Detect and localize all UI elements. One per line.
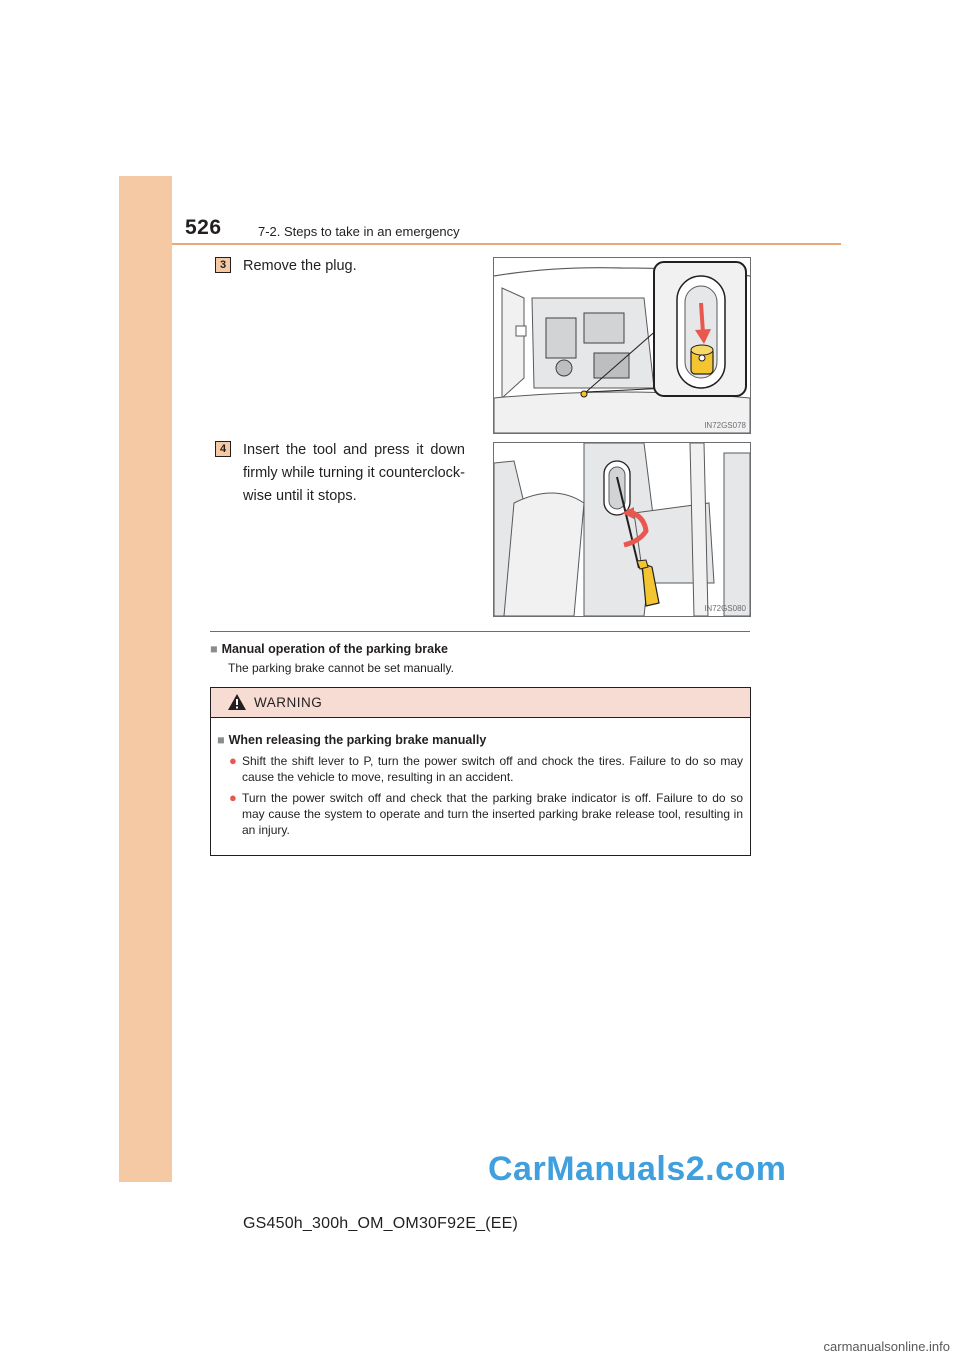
warning-subheading	[217, 733, 486, 747]
tool-illustration	[494, 443, 750, 616]
figure-remove-plug	[493, 257, 751, 434]
warning-bullet-text: Shift the shift lever to P, turn the power switch off and chock the tires. Failure to do so may cause the vehicle to move, resulting in an accident.	[242, 754, 743, 784]
trunk-illustration	[494, 258, 750, 433]
warning-bullet	[229, 753, 743, 785]
figure-code: IN72GS078	[704, 421, 746, 430]
step-number-3: 3	[215, 257, 231, 273]
figure-insert-tool	[493, 442, 751, 617]
footer-code: GS450h_300h_OM_OM30F92E_(EE)	[243, 1215, 519, 1232]
circle-bullet-icon: ●	[229, 790, 237, 805]
square-bullet-icon: ■	[217, 733, 225, 747]
warning-bullet	[229, 790, 743, 838]
warning-box	[210, 687, 751, 856]
note-divider	[210, 631, 750, 632]
step-number-4: 4	[215, 441, 231, 457]
side-band	[119, 176, 172, 1182]
note-heading	[210, 642, 448, 656]
watermark-secondary: carmanualsonline.info	[823, 1339, 950, 1354]
warning-bullet-text: Turn the power switch off and check that the parking brake indicator is off. Failure to do so may cause the system to operate and turn the inserted parking brake release tool, resulting in an injury.	[242, 791, 743, 837]
note-heading-text: Manual operation of the parking brake	[221, 642, 448, 656]
circle-bullet-icon: ●	[229, 753, 237, 768]
watermark-primary: CarManuals2.com	[488, 1150, 787, 1188]
warning-subheading-text: When releasing the parking brake manually	[228, 733, 487, 747]
warning-label: WARNING	[254, 695, 323, 710]
header-rule	[172, 243, 841, 245]
warning-triangle-icon	[227, 693, 247, 711]
warning-header	[211, 688, 750, 718]
step-text-4: Insert the tool and press it down firmly while turning it counterclock-wise until it stops.	[243, 442, 465, 504]
figure-code: IN72GS080	[704, 604, 746, 613]
step-text-3: Remove the plug.	[243, 258, 357, 274]
square-bullet-icon: ■	[210, 642, 218, 656]
section-title: 7-2. Steps to take in an emergency	[258, 224, 460, 239]
page-number: 526	[185, 216, 222, 239]
note-text: The parking brake cannot be set manually.	[228, 661, 454, 675]
